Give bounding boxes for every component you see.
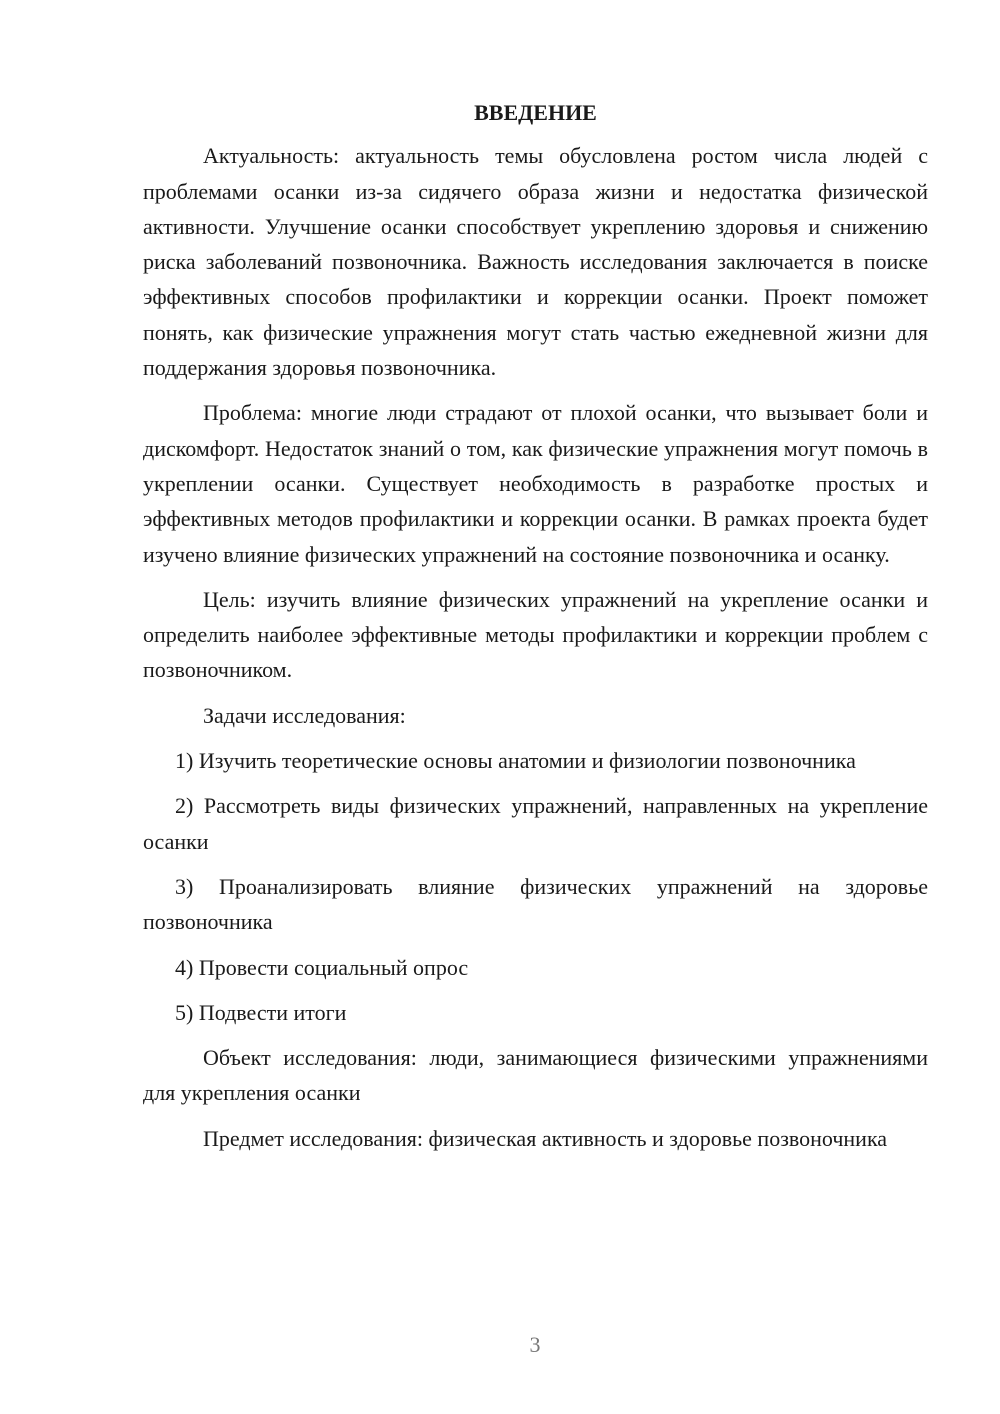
paragraph-relevance: Актуальность: актуальность темы обусловлена ростом числа людей с проблемами осанки из-за сидячего образа жизни и недостатка физической активности. Улучшение осанки способствует укреплению здоровья и снижению риска заболеваний позвоночника. Важность исследования заключается в поиске эффективных способов профилактики и коррекции осанки. Проект поможет понять, как физические упражнения могут стать частью ежедневной жизни для поддержания здоровья позвоночника.: [143, 143, 928, 381]
task-item-3: 3) Проанализировать влияние физических упражнений на здоровье позвоночника: [143, 873, 928, 935]
paragraph-object: Объект исследования: люди, занимающиеся физическими упражнениями для укрепления осанки: [143, 1045, 928, 1106]
paragraph-goal: Цель: изучить влияние физических упражнений на укрепление осанки и определить наиболее эффективные методы профилактики и коррекции проблем с позвоночником.: [143, 586, 928, 683]
tasks-heading: Задачи исследования:: [203, 702, 406, 728]
task-item-5: 5) Подвести итоги: [175, 999, 347, 1025]
document-page: [143, 95, 928, 1166]
section-title: ВВЕДЕНИЕ: [474, 100, 597, 125]
task-item-1: 1) Изучить теоретические основы анатомии и физиологии позвоночника: [175, 748, 856, 774]
page-number: 3: [529, 1332, 541, 1357]
task-item-2: 2) Рассмотреть виды физических упражнений, направленных на укрепление осанки: [143, 793, 928, 854]
paragraph-problem: Проблема: многие люди страдают от плохой осанки, что вызывает боли и дискомфорт. Недостаток знаний о том, как физические упражнения могут помочь в укреплении осанки. Существует необходимость в разработке простых и эффективных методов профилактики и коррекции осанки. В рамках проекта будет изучено влияние физических упражнений на состояние позвоночника и осанку.: [143, 400, 928, 567]
paragraph-subject: Предмет исследования: физическая активность и здоровье позвоночника: [203, 1125, 888, 1151]
task-item-4: 4) Провести социальный опрос: [175, 954, 469, 980]
